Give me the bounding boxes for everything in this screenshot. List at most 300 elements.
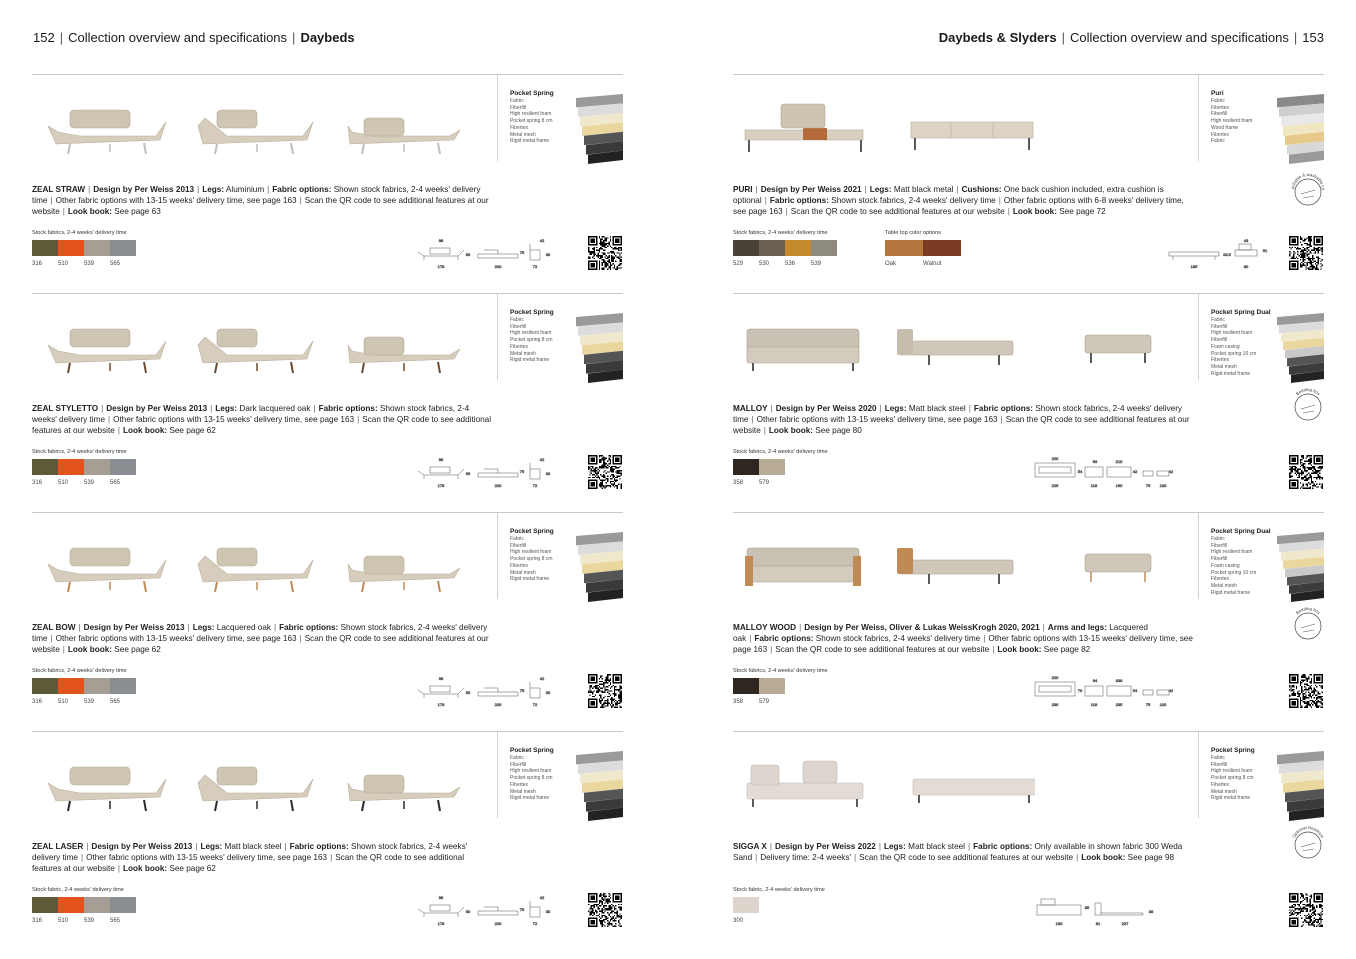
svg-text:160: 160 — [1115, 483, 1123, 488]
section-title: Collection overview and specifications — [68, 30, 288, 45]
svg-text:200: 200 — [1051, 675, 1059, 680]
layer-item: Fabric — [1211, 755, 1225, 761]
table-top-codes — [885, 261, 961, 267]
layer-item: High resilient foam — [510, 111, 552, 118]
fabric-swatch[interactable] — [759, 240, 785, 256]
dimension-drawings — [414, 453, 554, 489]
layer-item: Fibertex — [510, 343, 529, 350]
fabric-code: 565 — [110, 918, 121, 924]
product-photo — [187, 307, 319, 377]
right-page-header: Daybeds & Slyders | Collection overview and specifications | 153 — [938, 30, 1324, 45]
svg-text:235: 235 — [1115, 702, 1123, 707]
svg-text:200: 200 — [494, 483, 502, 488]
svg-text:30: 30 — [545, 909, 551, 914]
divider — [32, 512, 623, 513]
fabric-code: 529 — [733, 261, 744, 267]
product-block-zeal-styletto — [32, 293, 623, 512]
fabric-swatches — [32, 897, 136, 913]
layer-item: Fiberfill — [510, 761, 527, 768]
layers-title: Pocket Spring — [510, 747, 554, 754]
svg-text:54: 54 — [1077, 469, 1083, 474]
product-description: ZEAL LASER | Design by Per Weiss 2013 | Legs: Matt black steel | Fabric options: Shown stock fabrics, 2-4 weeks' delivery time | Other fabric options with 13-15 weeks' delivery time, see page 163 | Scan the QR code to see additional features at our website | Look book: See page 62 — [32, 842, 468, 873]
svg-text:178: 178 — [437, 264, 445, 269]
optional-headrest-icon — [1288, 823, 1328, 863]
svg-text:80: 80 — [1243, 264, 1249, 269]
qr-code[interactable] — [588, 674, 622, 708]
fabric-swatch[interactable] — [759, 459, 785, 475]
fabric-swatch[interactable] — [110, 678, 136, 694]
layer-item: Fiberfill — [1211, 761, 1228, 768]
svg-text:75: 75 — [1145, 483, 1151, 488]
layer-item: Fiberfill — [1211, 556, 1228, 563]
detachable-washable-cover-icon — [1288, 170, 1328, 210]
svg-text:338: 338 — [1115, 678, 1123, 683]
layer-item: Fabric — [1211, 536, 1225, 542]
layer-item: Rigid metal frame — [510, 576, 550, 583]
product-description: SIGGA X | Design by Per Weiss 2022 | Legs: Matt black steel | Fabric options: Only available in shown fabric 300 Weda Sand | Delivery time: 2-4 weeks' | Scan the QR code to see additional features at our website | Look book: See page 98 — [733, 842, 1183, 862]
fabric-code: 539 — [84, 261, 95, 267]
wood-code: Oak — [885, 261, 897, 267]
svg-text:42: 42 — [539, 895, 545, 900]
svg-text:93: 93 — [1092, 459, 1098, 464]
layer-item: Fibertex — [1211, 576, 1230, 583]
layer-item: Pocket spring 10 cm — [1211, 569, 1257, 576]
fabric-swatch[interactable] — [58, 459, 84, 475]
layer-item: Pocket spring 8 cm — [1211, 775, 1254, 782]
fabric-swatches — [32, 678, 136, 694]
fabric-code: 539 — [84, 918, 95, 924]
fabric-code: 510 — [58, 918, 69, 924]
svg-text:195: 195 — [1190, 264, 1198, 269]
layer-item: High resilient foam — [1211, 118, 1253, 125]
divider — [497, 513, 498, 599]
svg-text:30: 30 — [545, 471, 551, 476]
product-description: MALLOY WOOD | Design by Per Weiss, Oliver & Lukas WeissKrogh 2020, 2021 | Arms and legs: Lacquered oak | Fabric options: Shown stock fabrics, 2-4 weeks' delivery time | Other fabric options with 13-15 weeks' delivery time, see page 163 | Scan the QR code to see additional features at our website | Look book: See page 82 — [733, 623, 1193, 654]
layer-item: Fabric — [510, 536, 524, 542]
wood-swatch[interactable] — [885, 240, 923, 256]
svg-text:75: 75 — [519, 250, 525, 255]
fabrics-label: Stock fabrics, 2-4 weeks' delivery time — [32, 668, 127, 674]
section-title: Collection overview and specifications — [1069, 30, 1289, 45]
layer-item: Fibertex — [510, 124, 529, 131]
fabric-swatch[interactable] — [811, 240, 837, 256]
layer-item: Fabric — [1211, 98, 1225, 104]
fabric-swatch[interactable] — [110, 459, 136, 475]
mattress-cross-section — [572, 745, 623, 821]
layer-item: Fibertex — [510, 562, 529, 569]
fabric-swatch[interactable] — [58, 240, 84, 256]
fabric-codes — [32, 699, 136, 705]
fabric-swatch[interactable] — [32, 678, 58, 694]
page-number: 152 — [33, 30, 55, 45]
svg-text:75: 75 — [519, 688, 525, 693]
svg-text:100: 100 — [1159, 483, 1167, 488]
dimension-drawings — [1165, 234, 1305, 270]
svg-text:91: 91 — [1095, 921, 1101, 926]
mattress-cross-section — [572, 88, 623, 164]
product-photo — [334, 307, 466, 377]
svg-text:200: 200 — [1051, 456, 1059, 461]
svg-text:Optional Headrest: Optional Headrest — [1291, 824, 1325, 839]
fabrics-label: Stock fabrics, 2-4 weeks' delivery time — [733, 668, 828, 674]
product-photo — [1061, 307, 1193, 377]
fabric-swatch[interactable] — [84, 678, 110, 694]
product-photo — [741, 526, 873, 596]
fabric-code: 539 — [811, 261, 822, 267]
fabric-code: 565 — [110, 699, 121, 705]
fabric-swatch[interactable] — [733, 240, 759, 256]
fabric-swatch[interactable] — [84, 897, 110, 913]
layer-item: High resilient foam — [510, 330, 552, 337]
layer-item: Metal mesh — [1211, 363, 1237, 370]
left-page-header: 152 | Collection overview and specifications | Daybeds — [33, 30, 355, 45]
divider — [32, 74, 623, 75]
divider — [733, 512, 1324, 513]
qr-code[interactable] — [1289, 893, 1323, 927]
fabric-swatch[interactable] — [110, 240, 136, 256]
svg-text:60: 60 — [465, 471, 471, 476]
product-description: MALLOY | Design by Per Weiss 2020 | Legs: Matt black steel | Fabric options: Shown stock fabrics, 2-4 weeks' delivery time | Other fabric options with 13-15 weeks' delivery time, see page 163 | Scan the QR code to see additional features at our website | Look book: See page 80 — [733, 404, 1190, 435]
divider — [32, 731, 623, 732]
layer-item: High resilient foam — [1211, 768, 1253, 775]
svg-text:30: 30 — [545, 252, 551, 257]
dimension-drawings — [1033, 672, 1173, 708]
product-block-zeal-laser — [32, 731, 623, 950]
fabrics-label: Stock fabrics, 2-4 weeks' delivery time — [32, 230, 127, 236]
layer-item: High resilient foam — [1211, 549, 1253, 556]
layer-item: High resilient foam — [1211, 330, 1253, 337]
mattress-cross-section — [1273, 745, 1324, 821]
fabric-swatch[interactable] — [733, 459, 759, 475]
fabric-swatch[interactable] — [84, 240, 110, 256]
layer-item: Fibertex — [510, 781, 529, 788]
divider — [733, 731, 1324, 732]
table-top-swatches — [885, 240, 961, 256]
dimension-drawings — [414, 672, 554, 708]
qr-code[interactable] — [588, 236, 622, 270]
product-block-malloy-wood — [733, 512, 1324, 731]
layer-item: Fiberfill — [510, 542, 527, 549]
layer-item: Fiberfill — [510, 104, 527, 111]
dimension-drawings — [414, 234, 554, 270]
fabric-code: 536 — [785, 261, 796, 267]
layer-item: Rigid metal frame — [1211, 589, 1251, 596]
divider — [733, 74, 1324, 75]
product-description: ZEAL BOW | Design by Per Weiss 2013 | Legs: Lacquered oak | Fabric options: Shown stock fabrics, 2-4 weeks' delivery time | Other fabric options with 13-15 weeks' delivery time, see page 163 | Scan the QR code to see additional features at our website | Look book: See page 62 — [32, 623, 489, 654]
layer-item: Fabric — [510, 98, 524, 104]
fabric-swatch[interactable] — [733, 678, 759, 694]
layer-item: Metal mesh — [510, 788, 536, 795]
layer-item: Metal mesh — [510, 131, 536, 138]
layer-item: Pocket spring 8 cm — [510, 775, 553, 782]
svg-text:75: 75 — [519, 469, 525, 474]
fabric-code: 316 — [32, 261, 43, 267]
mattress-cross-section — [1273, 307, 1324, 383]
layer-item: Rigid metal frame — [1211, 370, 1251, 377]
fabrics-label: Stock fabric, 2-4 weeks' delivery time — [32, 887, 124, 893]
fabric-codes — [32, 480, 136, 486]
fabric-code: 316 — [32, 699, 43, 705]
product-photo — [40, 307, 172, 377]
qr-code[interactable] — [588, 893, 622, 927]
wood-code: Walnut — [923, 261, 942, 267]
layer-item: Fiberfill — [1211, 323, 1228, 330]
fabric-swatch[interactable] — [759, 678, 785, 694]
fabric-codes — [32, 918, 136, 924]
layer-item: Fabric — [1211, 138, 1225, 145]
mattress-cross-section — [572, 526, 623, 602]
product-photo — [40, 526, 172, 596]
product-description: ZEAL STYLETTO | Design by Per Weiss 2013 | Legs: Dark lacquered oak | Fabric options: Shown stock fabrics, 2-4 weeks' delivery time | Other fabric options with 13-15 weeks' delivery time, see page 163 | Scan the QR code to see additional features at our website | Look book: See page 62 — [32, 404, 492, 435]
layer-item: Foam casing — [1211, 562, 1240, 569]
svg-text:Detachable & washable cover: achable & washable co — [1289, 171, 1327, 191]
layer-item: Metal mesh — [1211, 582, 1237, 589]
product-photo — [334, 88, 466, 158]
svg-text:210: 210 — [1115, 459, 1123, 464]
fabric-swatches — [32, 240, 136, 256]
product-photo — [889, 307, 1021, 377]
layer-item: Rigid metal frame — [510, 795, 550, 802]
layer-item: Fabric — [510, 755, 524, 761]
product-photo — [741, 88, 873, 158]
fabric-swatch[interactable] — [785, 240, 811, 256]
svg-text:42: 42 — [539, 676, 545, 681]
layer-item: Pocket spring 8 cm — [510, 118, 553, 125]
fabric-swatches — [32, 459, 136, 475]
layer-item: Fiberfill — [1211, 542, 1228, 549]
fabric-swatch[interactable] — [32, 240, 58, 256]
svg-text:42: 42 — [1168, 688, 1173, 693]
mattress-cross-section — [1273, 526, 1324, 602]
fabric-swatches — [733, 240, 837, 256]
divider — [733, 293, 1324, 294]
fabric-swatch[interactable] — [84, 459, 110, 475]
product-photo — [40, 745, 172, 815]
svg-text:230: 230 — [1051, 702, 1059, 707]
wood-swatch[interactable] — [923, 240, 961, 256]
fabric-swatch[interactable] — [32, 897, 58, 913]
layers-title: Pocket Spring — [510, 528, 554, 535]
divider — [1198, 732, 1199, 818]
layer-item: Rigid metal frame — [510, 357, 550, 364]
fabrics-label: Stock fabrics, 2-4 weeks' delivery time — [733, 449, 828, 455]
divider — [1198, 513, 1199, 599]
fabric-code: 510 — [58, 699, 69, 705]
layer-item: Metal mesh — [510, 350, 536, 357]
fabric-code: 300 — [733, 918, 744, 924]
qr-code[interactable] — [1289, 236, 1323, 270]
layer-item: Fibertex — [1211, 104, 1230, 111]
svg-text:30: 30 — [545, 690, 551, 695]
svg-text:118: 118 — [1090, 483, 1098, 488]
fabric-code: 579 — [759, 699, 770, 705]
product-block-zeal-bow — [32, 512, 623, 731]
svg-text:42: 42 — [1168, 469, 1173, 474]
layers-title: Pocket Spring Dual — [1211, 528, 1271, 535]
svg-text:70: 70 — [1077, 688, 1083, 693]
fabric-codes — [733, 699, 785, 705]
fabric-code: 579 — [759, 480, 770, 486]
svg-text:178: 178 — [437, 702, 445, 707]
bedding-box-icon — [1288, 604, 1328, 644]
svg-text:60: 60 — [465, 252, 471, 257]
product-photo — [334, 745, 466, 815]
product-block-sigga-x — [733, 731, 1324, 950]
qr-code[interactable] — [1289, 674, 1323, 708]
svg-text:100: 100 — [1159, 702, 1167, 707]
layer-item: Fiberfill — [1211, 111, 1228, 118]
product-block-puri — [733, 74, 1327, 293]
svg-text:38: 38 — [1148, 909, 1154, 914]
svg-text:98: 98 — [438, 676, 444, 681]
svg-text:42: 42 — [539, 238, 545, 243]
product-block-zeal-straw — [32, 74, 623, 293]
layer-item: Fiberfill — [510, 323, 527, 330]
svg-text:200: 200 — [494, 264, 502, 269]
divider — [497, 294, 498, 380]
layer-item: Fabric — [510, 317, 524, 323]
product-photo — [741, 745, 873, 815]
layer-item: Fibertex — [1211, 781, 1230, 788]
layer-item: Wood frame — [1211, 124, 1239, 131]
svg-text:178: 178 — [437, 483, 445, 488]
svg-text:98: 98 — [438, 895, 444, 900]
layers-title: Pocket Spring Dual — [1211, 309, 1271, 316]
svg-text:Bedding box: Bedding box — [1294, 605, 1322, 616]
svg-text:61: 61 — [1262, 248, 1268, 253]
category-title: Daybeds & Slyders — [938, 30, 1057, 45]
fabric-code: 316 — [32, 918, 43, 924]
fabrics-label: Stock fabrics, 2-4 weeks' delivery time — [733, 230, 828, 236]
svg-text:72: 72 — [532, 483, 538, 488]
svg-text:42: 42 — [1132, 469, 1138, 474]
qr-code[interactable] — [1289, 455, 1323, 489]
product-photo — [334, 526, 466, 596]
fabric-code: 358 — [733, 699, 744, 705]
divider — [497, 75, 498, 161]
right-page — [678, 0, 1356, 959]
svg-text:118: 118 — [1090, 702, 1098, 707]
layer-item: Fibertex — [1211, 357, 1230, 364]
layer-item: Pocket spring 8 cm — [510, 337, 553, 344]
fabric-swatches — [733, 678, 785, 694]
product-block-malloy — [733, 293, 1324, 512]
svg-text:43: 43 — [1243, 238, 1249, 243]
product-photo — [40, 88, 172, 158]
svg-text:225: 225 — [1051, 483, 1059, 488]
svg-text:200: 200 — [494, 702, 502, 707]
fabric-swatch[interactable] — [58, 897, 84, 913]
fabric-swatches — [733, 459, 785, 475]
layer-item: Foam casing — [1211, 343, 1240, 350]
fabric-code: 510 — [58, 261, 69, 267]
layers-title: Puri — [1211, 90, 1224, 97]
layer-item: Fabric — [1211, 317, 1225, 323]
layers-title: Pocket Spring — [510, 309, 554, 316]
fabric-code: 358 — [733, 480, 744, 486]
product-photo — [1061, 526, 1193, 596]
divider — [32, 293, 623, 294]
product-description: ZEAL STRAW | Design by Per Weiss 2013 | Legs: Aluminium | Fabric options: Shown stock fabrics, 2-4 weeks' delivery time | Other fabric options with 13-15 weeks' delivery time, see page 163 | Scan the QR code to see additional features at our website | Look book: See page 63 — [32, 185, 489, 216]
dimension-drawings — [1033, 891, 1173, 927]
svg-text:42: 42 — [539, 457, 545, 462]
layer-item: Metal mesh — [510, 569, 536, 576]
product-photo — [187, 88, 319, 158]
layer-item: Fiberfill — [1211, 337, 1228, 344]
table-top-label: Table top color options — [885, 230, 941, 236]
layer-item: Rigid metal frame — [1211, 795, 1251, 802]
fabrics-label: Stock fabrics, 2-4 weeks' delivery time — [32, 449, 127, 455]
svg-text:178: 178 — [437, 921, 445, 926]
fabric-code: 565 — [110, 480, 121, 486]
divider — [1198, 75, 1199, 161]
divider — [497, 732, 498, 818]
product-photo — [905, 88, 1055, 158]
svg-text:72: 72 — [532, 921, 538, 926]
fabric-code: 530 — [759, 261, 770, 267]
fabric-codes — [733, 261, 837, 267]
svg-text:54: 54 — [1132, 688, 1138, 693]
mattress-cross-section — [1273, 88, 1324, 164]
layer-item: Metal mesh — [1211, 788, 1237, 795]
layer-item: High resilient foam — [510, 549, 552, 556]
svg-text:60: 60 — [465, 690, 471, 695]
product-photo — [741, 307, 873, 377]
dimension-drawings — [414, 891, 554, 927]
svg-text:64: 64 — [1092, 678, 1098, 683]
fabric-swatch[interactable] — [110, 897, 136, 913]
svg-text:200: 200 — [494, 921, 502, 926]
fabric-swatch[interactable] — [733, 897, 759, 913]
divider — [1198, 294, 1199, 380]
fabrics-label: Stock fabric, 2-4 weeks' delivery time — [733, 887, 825, 893]
dimension-drawings — [1033, 453, 1173, 489]
product-photo — [187, 526, 319, 596]
layers-title: Pocket Spring — [1211, 747, 1255, 754]
layer-item: Pocket spring 8 cm — [510, 556, 553, 563]
fabric-codes — [32, 261, 136, 267]
svg-text:75: 75 — [519, 907, 525, 912]
product-photo — [187, 745, 319, 815]
svg-text:98: 98 — [438, 457, 444, 462]
fabric-codes — [733, 480, 785, 486]
category-title: Daybeds — [300, 30, 355, 45]
product-photo — [903, 745, 1053, 815]
fabric-code: 510 — [58, 480, 69, 486]
svg-text:75: 75 — [1145, 702, 1151, 707]
svg-text:85: 85 — [1084, 905, 1090, 910]
fabric-swatches — [733, 897, 759, 913]
layer-item: High resilient foam — [510, 768, 552, 775]
fabric-swatch[interactable] — [32, 459, 58, 475]
bedding-box-icon — [1288, 385, 1328, 425]
svg-text:190: 190 — [1055, 921, 1063, 926]
layer-item: Rigid metal frame — [510, 138, 550, 145]
fabric-swatch[interactable] — [58, 678, 84, 694]
mattress-cross-section — [572, 307, 623, 383]
svg-text:98: 98 — [438, 238, 444, 243]
svg-text:237: 237 — [1121, 921, 1129, 926]
qr-code[interactable] — [588, 455, 622, 489]
product-photo — [889, 526, 1021, 596]
svg-text:72: 72 — [532, 702, 538, 707]
fabric-code: 565 — [110, 261, 121, 267]
product-description: PURI | Design by Per Weiss 2021 | Legs: Matt black metal | Cushions: One back cushion included, extra cushion is optional | Fabric options: Shown stock fabrics, 2-4 weeks' delivery time | Other fabric options with 6-8 weeks' delivery time, see page 163 | Scan the QR code to see additional features at our website | Look book: See page 72 — [733, 185, 1184, 216]
page-number: 153 — [1302, 30, 1324, 45]
svg-text:72: 72 — [532, 264, 538, 269]
layer-item: Pocket spring 10 cm — [1211, 350, 1257, 357]
layer-item: Fibertex — [1211, 131, 1230, 138]
